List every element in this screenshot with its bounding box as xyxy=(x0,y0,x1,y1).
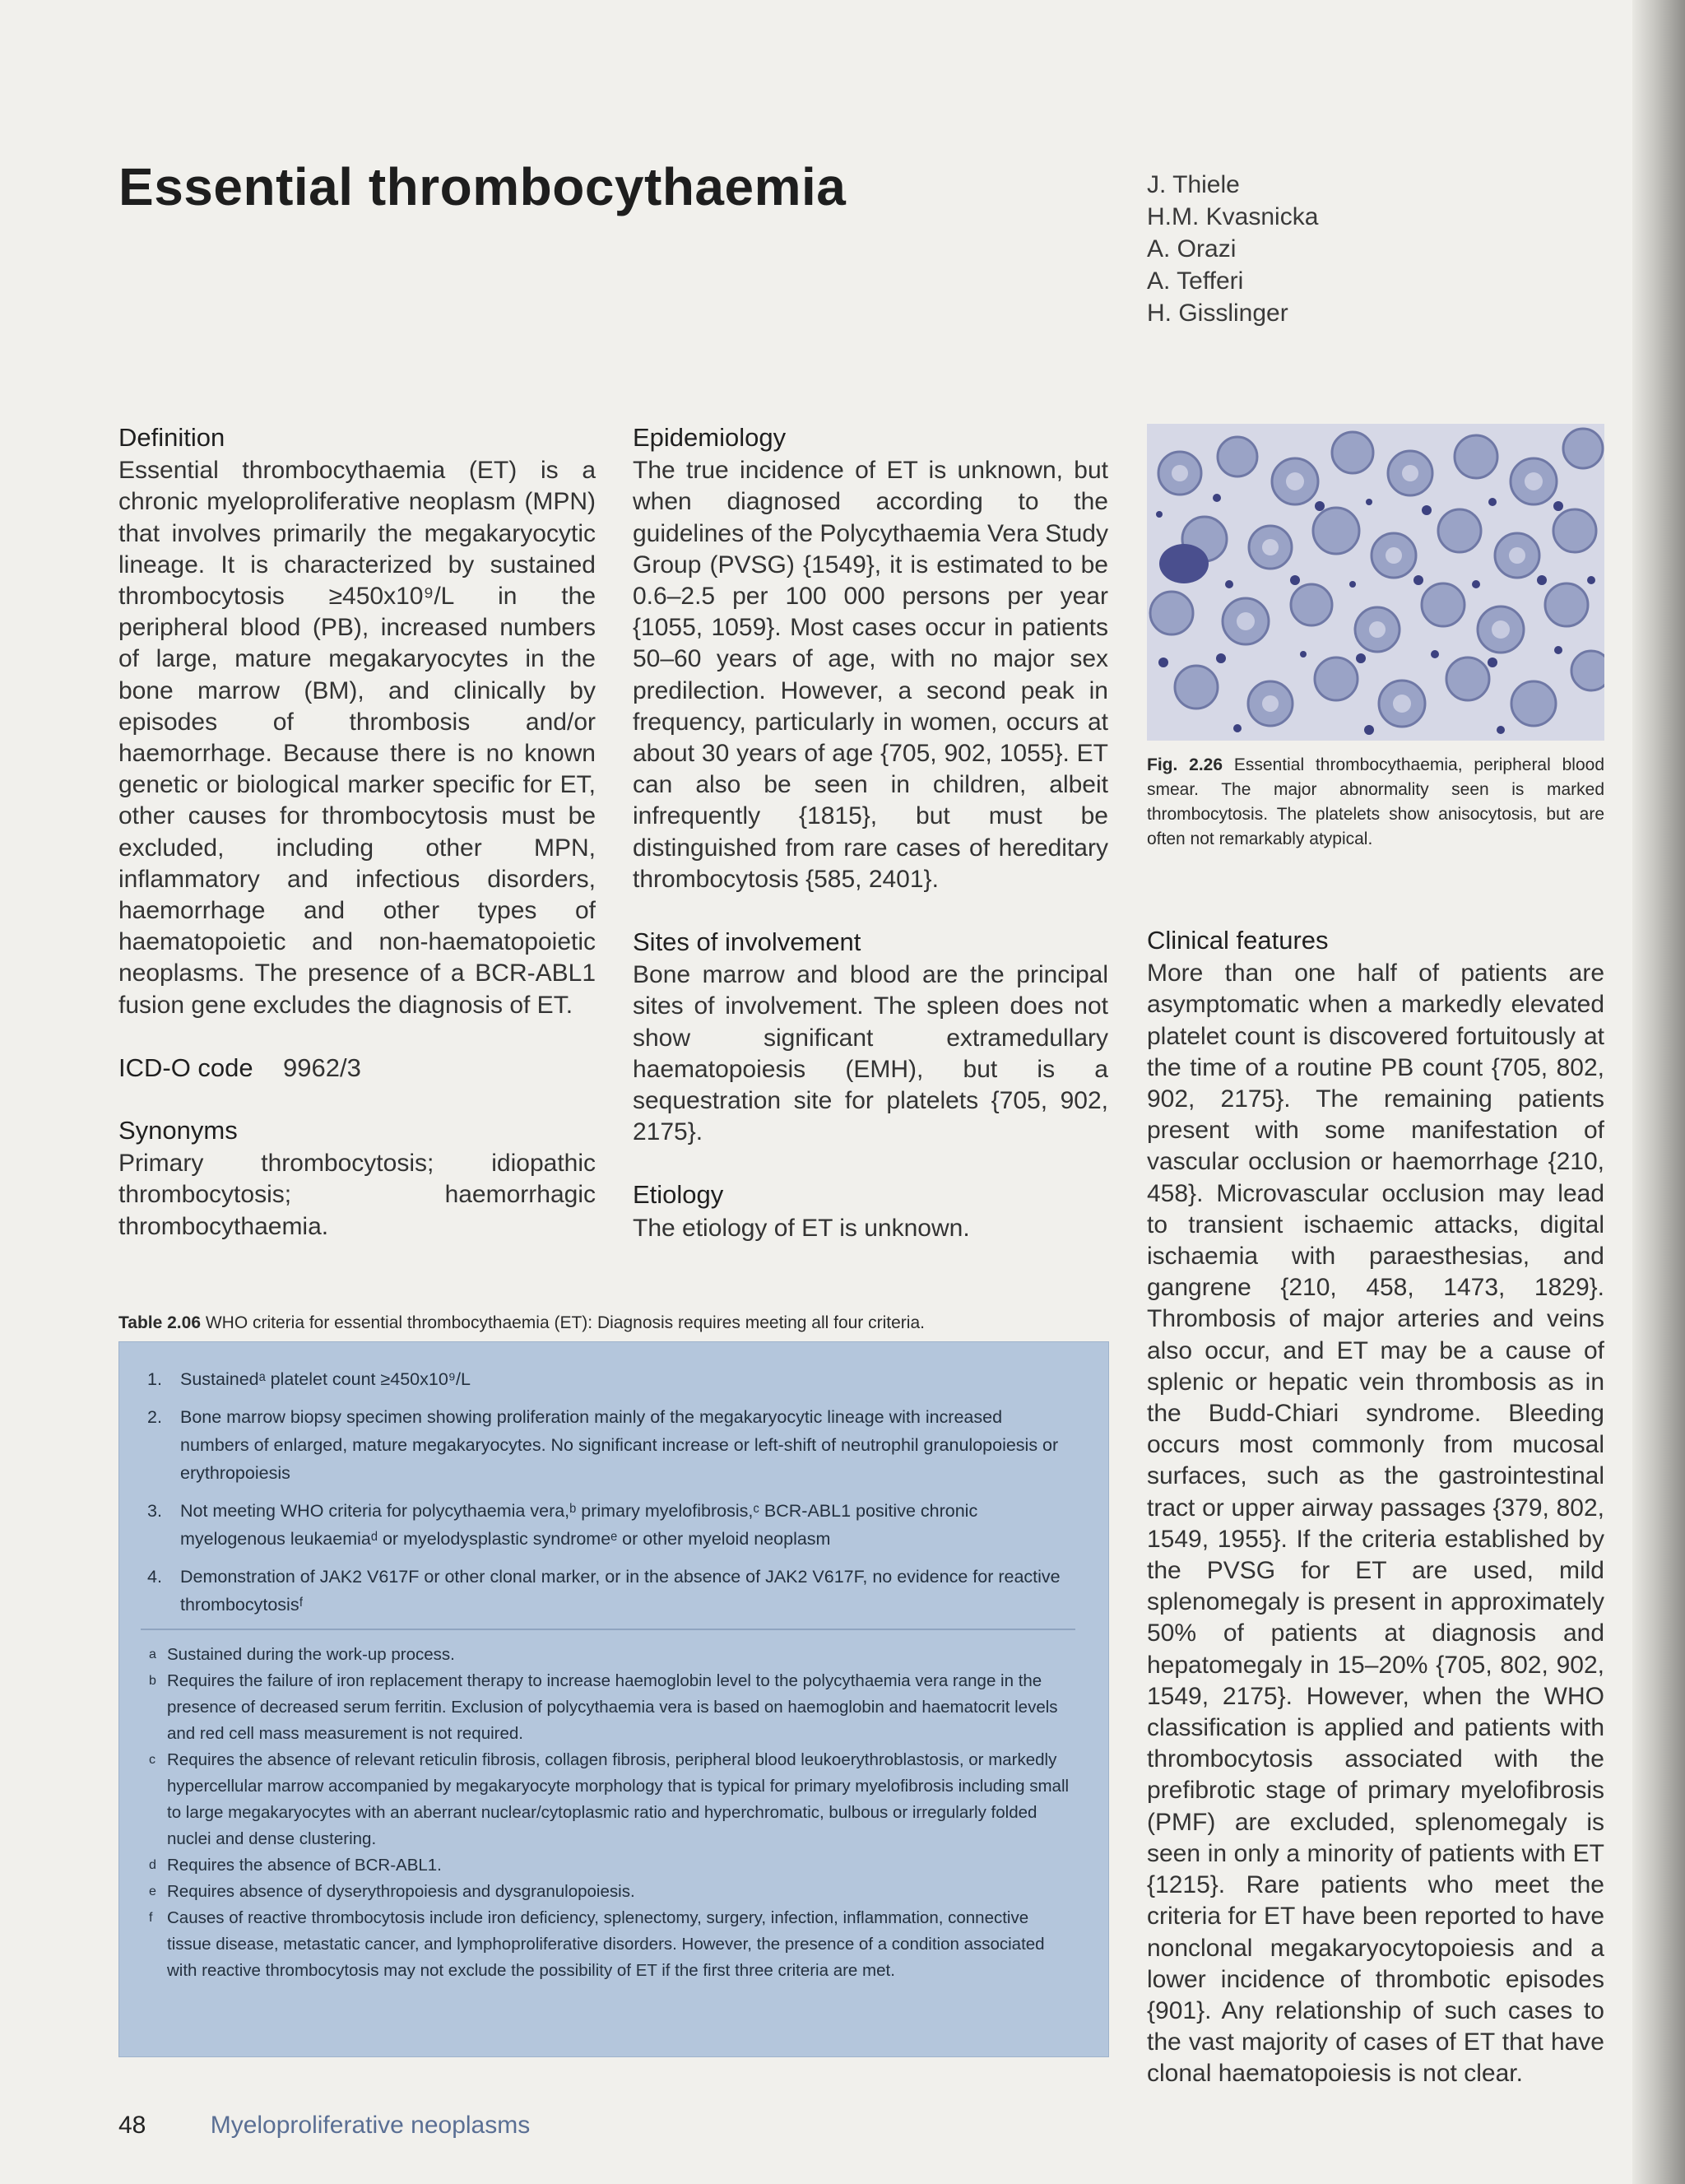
section-name: Myeloproliferative neoplasms xyxy=(210,2112,531,2139)
icdo-code-row xyxy=(118,1053,596,1084)
criteria-text: Bone marrow biopsy specimen showing proliferation mainly of the megakaryocytic lineage with increased numbers of enlarged, mature megakaryocytes. No significant increase or left-shift of neutrophil granulopoiesis or erythropoiesis xyxy=(180,1407,1059,1483)
footnote-item xyxy=(141,1668,1075,1747)
criteria-item xyxy=(141,1365,1075,1393)
footnote-mark: b xyxy=(149,1674,156,1688)
author: J. Thiele xyxy=(1147,171,1240,198)
author: A. Orazi xyxy=(1147,235,1237,263)
column-middle xyxy=(633,422,1108,1276)
footnote-mark: f xyxy=(149,1911,153,1925)
footnote-text: Requires the failure of iron replacement therapy to increase haemoglobin level to the polycythaemia vera range in the presence of decreased serum ferritin. Exclusion of polycythaemia vera is based on haemoglobin and haematocrit levels and red cell mass measurement is not required. xyxy=(167,1671,1058,1743)
author-list xyxy=(1147,169,1318,329)
criteria-item xyxy=(141,1403,1075,1487)
blood-smear-image xyxy=(1147,424,1604,741)
footnote-item xyxy=(141,1747,1075,1852)
criteria-number: 2. xyxy=(147,1407,162,1427)
criteria-item xyxy=(141,1563,1075,1619)
page-number: 48 xyxy=(118,2112,146,2139)
table-divider xyxy=(141,1629,1075,1630)
footnote-item xyxy=(141,1879,1075,1905)
criteria-text: Sustainedᵃ platelet count ≥450x10⁹/L xyxy=(180,1369,471,1389)
etiology-text: The etiology of ET is unknown. xyxy=(633,1214,970,1242)
page-title: Essential thrombocythaemia xyxy=(118,157,847,216)
section-heading-epidemiology: Epidemiology xyxy=(633,423,787,452)
criteria-text: Not meeting WHO criteria for polycythaemia vera,ᵇ primary myelofibrosis,ᶜ BCR-ABL1 positive chronic myelogenous leukaemiaᵈ or myelodysplastic syndromeᵉ or other myeloid neoplasm xyxy=(180,1501,978,1549)
section-heading-etiology: Etiology xyxy=(633,1180,724,1210)
section-heading-synonyms: Synonyms xyxy=(118,1116,238,1145)
author: A. Tefferi xyxy=(1147,267,1244,295)
column-left xyxy=(118,422,596,1274)
figure-caption-text: Essential thrombocythaemia, peripheral blood smear. The major abnormality seen is marked thrombocytosis. The platelets show anisocytosis, but are often not remarkably atypical. xyxy=(1147,755,1605,848)
definition-text: Essential thrombocythaemia (ET) is a chronic myeloproliferative neoplasm (MPN) that involves primarily the megakaryocytic lineage. It is characterized by sustained thrombocytosis ≥450x10⁹/L in the peripheral blood (PB), increased numbers of large, mature megakaryocytes in the bone marrow (BM), and clinically by episodes of thrombosis and/or haemorrhage. Because there is no known genetic or biological marker specific for ET, other causes for thrombocytosis must be excluded, including other MPN, inflammatory and infectious disorders, haemorrhage and other types of haematopoietic and non-haematopoietic neoplasms. The presence of a BCR-ABL1 fusion gene excludes the diagnosis of ET. xyxy=(118,457,596,1019)
page-binding-shadow xyxy=(1632,0,1685,2184)
criteria-number: 3. xyxy=(147,1501,162,1521)
icdo-code-value: 9962/3 xyxy=(283,1053,361,1082)
author: H.M. Kvasnicka xyxy=(1147,203,1319,230)
blood-smear-illustration xyxy=(1147,424,1604,741)
section-heading-definition: Definition xyxy=(118,423,225,452)
criteria-text: Demonstration of JAK2 V617F or other clonal marker, or in the absence of JAK2 V617F, no evidence for reactive thrombocytosisᶠ xyxy=(180,1567,1061,1615)
figure-label: Fig. 2.26 xyxy=(1147,755,1223,774)
clinical-text: More than one half of patients are asymptomatic when a markedly elevated platelet count is discovered fortuitously at the time of a routine PB count {705, 802, 902, 2175}. The remaining patients present with some manifestation of vascular occlusion or haemorrhage {210, 458}. Microvascular occlusion may lead to transient ischaemic attacks, digital ischaemia with paraesthesias, and gangrene {210, 458, 1473, 1829}. Thrombosis of major arteries and veins also occur, and ET may be a cause of splenic or hepatic vein thrombosis as in the Budd-Chiari syndrome. Bleeding occurs most commonly from mucosal surfaces, such as the gastrointestinal tract or upper airway passages {379, 802, 1549, 1955}. If the criteria established by the PVSG for ET are used, mild splenomegaly is present in approximately 50% of patients at diagnosis and hepatomegaly in 15–20% {705, 802, 902, 1549, 2175}. However, when the WHO classification is applied and patients with thrombocytosis associated with the prefibrotic stage of primary myelofibrosis (PMF) are excluded, splenomegaly is seen in only a minority of patients with ET {1215}. Rare patients who meet the criteria for ET have been reported to have nonclonal megakaryocytopoiesis and a lower incidence of thrombotic episodes {901}. Any relationship of such cases to the vast majority of cases of ET that have clonal haematopoiesis is not clear. xyxy=(1147,960,1604,2088)
icdo-code-label: ICD-O code xyxy=(118,1053,253,1082)
footnote-item xyxy=(141,1642,1075,1668)
criteria-number: 4. xyxy=(147,1567,162,1587)
author: H. Gisslinger xyxy=(1147,300,1288,327)
page-footer xyxy=(118,2112,530,2140)
footnote-text: Requires the absence of relevant reticulin fibrosis, collagen fibrosis, peripheral blood leukoerythroblastosis, or markedly hypercellular marrow accompanied by megakaryocyte morphology that is typical for primary myelofibrosis including small to large megakaryocytes with an aberrant nuclear/cytoplasmic ratio and hyperchromatic, bulbous or irregularly folded nuclei and dense clustering. xyxy=(167,1750,1070,1848)
footnote-text: Requires the absence of BCR-ABL1. xyxy=(167,1856,442,1875)
footnote-mark: d xyxy=(149,1858,156,1872)
footnote-mark: e xyxy=(149,1884,156,1898)
footnote-text: Causes of reactive thrombocytosis include iron deficiency, splenectomy, surgery, infection, inflammation, connective tissue disease, metastatic cancer, and lymphoproliferative disorders. However, the presence of a condition associated with reactive thrombocytosis may not exclude the possibility of ET if the first three criteria are met. xyxy=(167,1908,1045,1980)
criteria-number: 1. xyxy=(147,1369,162,1389)
footnote-text: Sustained during the work-up process. xyxy=(167,1645,455,1664)
criteria-item xyxy=(141,1497,1075,1553)
sites-text: Bone marrow and blood are the principal sites of involvement. The spleen does not show significant extramedullary haematopoiesis (EMH), but is a sequestration site for platelets {705, 902, 2175}. xyxy=(633,961,1108,1146)
footnote-item xyxy=(141,1905,1075,1984)
section-heading-clinical: Clinical features xyxy=(1147,926,1329,955)
table-caption-text: WHO criteria for essential thrombocythaemia (ET): Diagnosis requires meeting all four criteria. xyxy=(205,1313,925,1332)
footnote-mark: a xyxy=(149,1647,156,1661)
figure-caption xyxy=(1147,753,1604,852)
section-heading-sites: Sites of involvement xyxy=(633,927,861,957)
footnote-text: Requires absence of dyserythropoiesis and dysgranulopoiesis. xyxy=(167,1882,635,1901)
table-caption xyxy=(118,1313,1106,1333)
column-right xyxy=(1147,925,1604,2121)
footnote-item xyxy=(141,1852,1075,1879)
footnote-mark: c xyxy=(149,1753,156,1767)
who-criteria-table xyxy=(118,1341,1109,2057)
table-label: Table 2.06 xyxy=(118,1313,201,1332)
epidemiology-text: The true incidence of ET is unknown, but when diagnosed according to the guidelines of the Polycythaemia Vera Study Group (PVSG) {1549}, it is estimated to be 0.6–2.5 per 100 000 persons per year {1055, 1059}. Most cases occur in patients 50–60 years of age, with no major sex predilection. However, a second peak in frequency, particularly in women, occurs at about 30 years of age {705, 902, 1055}. ET can also be seen in children, albeit infrequently {1815}, but must be distinguished from rare cases of hereditary thrombocytosis {585, 2401}. xyxy=(633,457,1108,893)
synonyms-text: Primary thrombocytosis; idiopathic thrombocytosis; haemorrhagic thrombocythaemia. xyxy=(118,1150,596,1240)
